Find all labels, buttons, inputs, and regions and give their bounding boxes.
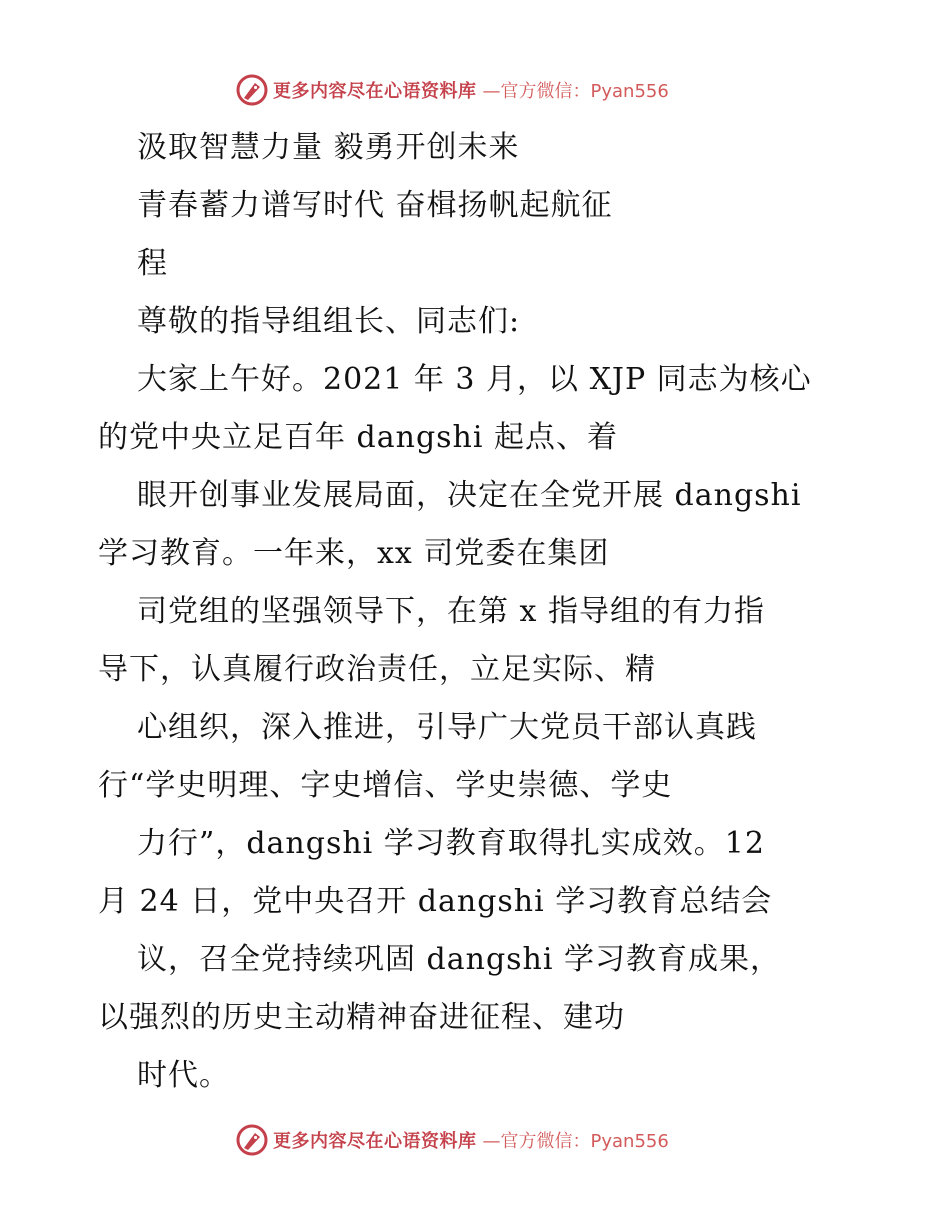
body-line: 学习教育。一年来，xx 司党委在集团	[98, 536, 610, 571]
pen-nib-logo-icon	[235, 73, 269, 107]
watermark-footer	[235, 1122, 715, 1158]
watermark-wechat: —官方微信：Pyan556	[482, 1131, 669, 1152]
body-line: 司党组的坚强领导下，在第 x 指导组的有力指	[137, 594, 765, 629]
salutation: 尊敬的指导组组长、同志们:	[137, 304, 521, 339]
title-line-3: 程	[137, 246, 168, 281]
watermark-text: 更多内容尽在心语资料库	[273, 1131, 477, 1152]
body-line: 议，召全党持续巩固 dangshi 学习教育成果，	[137, 942, 781, 977]
body-line: 导下，认真履行政治责任，立足实际、精	[98, 652, 656, 687]
body-line: 大家上午好。2021 年 3 月，以 XJP 同志为核心	[137, 362, 812, 397]
body-line: 行“学史明理、字史增信、学史崇德、学史	[98, 768, 673, 803]
watermark-wechat: —官方微信：Pyan556	[482, 81, 669, 102]
body-line: 月 24 日，党中央召开 dangshi 学习教育总结会	[98, 884, 773, 919]
title-line-1: 汲取智慧力量 毅勇开创未来	[137, 130, 520, 165]
body-line: 心组织，深入推进，引导广大党员干部认真践	[137, 710, 757, 745]
body-line: 力行”，dangshi 学习教育取得扎实成效。12	[137, 826, 765, 861]
title-line-2: 青春蓄力谱写时代 奋楫扬帆起航征	[137, 188, 613, 223]
pen-nib-logo-icon	[235, 1123, 269, 1157]
watermark-text: 更多内容尽在心语资料库	[273, 81, 477, 102]
body-line: 以强烈的历史主动精神奋进征程、建功	[98, 1000, 625, 1035]
watermark-header	[235, 72, 715, 108]
body-line: 时代。	[137, 1058, 230, 1093]
body-line: 眼开创事业发展局面，决定在全党开展 dangshi	[137, 478, 802, 513]
body-line: 的党中央立足百年 dangshi 起点、着	[98, 420, 618, 455]
